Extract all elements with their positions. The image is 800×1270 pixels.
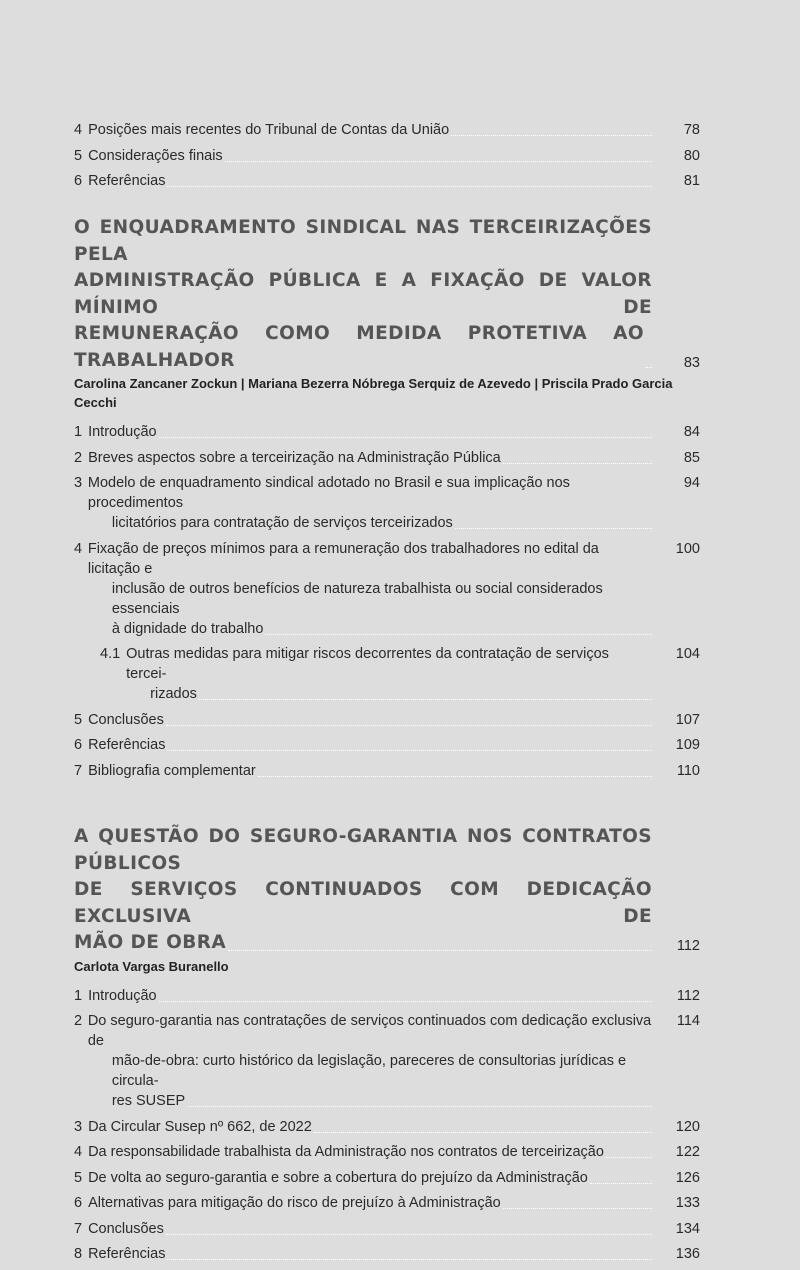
section-title-line	[88, 1051, 652, 1091]
page-number: 126	[675, 1169, 700, 1186]
section-title-line	[88, 1168, 652, 1188]
page-number: 100	[675, 540, 700, 557]
section-number: 7	[74, 762, 83, 779]
section-title	[88, 1168, 652, 1188]
section-title-text: Breves aspectos sobre a terceirização na Administração Pública	[88, 449, 501, 466]
section-title-line	[88, 710, 652, 730]
chapter-title	[74, 215, 652, 374]
dot-leader	[187, 1105, 652, 1107]
section-number: 6	[74, 1195, 83, 1211]
dot-leader	[166, 724, 652, 726]
chapter-heading	[74, 824, 700, 976]
section-number: 4	[74, 1144, 83, 1160]
section-title	[88, 539, 652, 639]
page-number: 134	[675, 1220, 700, 1237]
section-title-line	[88, 986, 652, 1006]
section-number: 7	[74, 1220, 83, 1237]
section-title-line	[88, 1142, 652, 1162]
page-number: 107	[675, 711, 700, 728]
toc-entry	[74, 986, 700, 1006]
dot-leader	[503, 1207, 652, 1209]
toc-entry	[74, 539, 700, 639]
section-title-line	[88, 735, 652, 755]
section-title-text: Introdução	[88, 424, 157, 440]
dot-leader	[265, 633, 652, 635]
section-title-line	[126, 644, 652, 684]
chapter-authors: Carolina Zancaner Zockun | Mariana Bezerra Nóbrega Serquiz de Azevedo | Priscila Prado Garcia Cecchi	[74, 376, 673, 410]
toc-entry	[74, 1117, 700, 1137]
section-title-text: Referências	[88, 173, 166, 189]
section-title-text: Alternativas para mitigação do risco de prejuízo à Administração	[88, 1195, 501, 1211]
section-title-line	[88, 539, 652, 579]
section-title-text: Referências	[88, 1246, 166, 1262]
section-number: 6	[74, 737, 83, 753]
section-number: 4	[74, 540, 83, 557]
chapter-title	[74, 824, 652, 957]
section-title-line	[88, 761, 652, 781]
dot-leader	[455, 527, 652, 529]
section-title-text: Referências	[88, 737, 166, 753]
page-number: 112	[676, 937, 700, 954]
page-number: 112	[676, 987, 700, 1004]
section-title-line	[88, 171, 652, 191]
section-title	[88, 986, 652, 1006]
toc-entry	[74, 146, 700, 166]
toc-entry	[74, 644, 700, 704]
toc-entry	[74, 1142, 700, 1162]
section-title-line	[88, 1193, 652, 1213]
page-number: 109	[675, 737, 700, 753]
dot-leader	[606, 1156, 652, 1158]
section-number: 1	[74, 987, 83, 1004]
section-number: 4	[74, 122, 83, 138]
section-title-text: Introdução	[88, 987, 157, 1004]
section-title-text: De volta ao seguro-garantia e sobre a cobertura do prejuízo da Administração	[88, 1169, 588, 1186]
section-number: 5	[74, 711, 83, 728]
toc-entry	[74, 1193, 700, 1213]
dot-leader	[167, 1258, 652, 1260]
toc-entry	[74, 1244, 700, 1264]
page-number: 81	[683, 173, 700, 189]
dot-leader	[167, 185, 652, 187]
section-number: 6	[74, 173, 83, 189]
page-number: 85	[683, 449, 700, 466]
dot-leader	[159, 436, 652, 438]
chapter-title-text: REMUNERAÇÃO COMO MEDIDA PROTETIVA AO TRABALHADOR	[74, 323, 644, 371]
chapter-title-row	[74, 215, 700, 374]
section-title	[88, 761, 652, 781]
section-title	[126, 644, 652, 704]
toc-entry	[74, 735, 700, 755]
section-title-text: mão-de-obra: curto histórico da legislação, pareceres de consultorias jurídicas e circula-	[111, 1053, 627, 1089]
section-title-line	[88, 579, 652, 619]
toc-entry	[74, 761, 700, 781]
section-title-text: Conclusões	[88, 711, 164, 728]
page-number: 84	[683, 424, 700, 440]
section-title-text: Considerações finais	[88, 147, 223, 164]
section-title-text: Do seguro-garantia nas contratações de serviços continuados com dedicação exclusiva de	[87, 1013, 652, 1049]
section-number: 2	[74, 449, 83, 466]
page-number: 122	[675, 1144, 700, 1160]
section-number: 8	[74, 1246, 83, 1262]
toc-entry	[74, 710, 700, 730]
section-title-text: Conclusões	[88, 1220, 164, 1237]
section-title	[88, 120, 652, 140]
section-title	[88, 422, 652, 442]
page-number: 120	[675, 1118, 700, 1135]
section-number: 5	[74, 1169, 83, 1186]
section-title-line	[88, 473, 652, 513]
dot-leader	[166, 1233, 652, 1235]
section-title-line	[88, 1011, 652, 1051]
section-title	[88, 1117, 652, 1137]
toc-entry	[74, 1219, 700, 1239]
page-number: 78	[683, 122, 700, 138]
toc-entry	[74, 171, 700, 191]
dot-leader	[451, 134, 652, 136]
section-title-text: licitatórios para contratação de serviços terceirizados	[111, 515, 453, 531]
section-title	[88, 1219, 652, 1239]
section-title-text: Fixação de preços mínimos para a remuneração dos trabalhadores no edital da licitação e	[87, 540, 599, 577]
section-title-text: Modelo de enquadramento sindical adotado no Brasil e sua implicação nos procedimentos	[87, 475, 570, 511]
section-title	[88, 710, 652, 730]
chapter-title-line	[74, 930, 652, 957]
section-title-text: Da Circular Susep nº 662, de 2022	[88, 1118, 312, 1135]
section-title	[88, 1193, 652, 1213]
dot-leader	[228, 949, 652, 951]
dot-leader	[159, 1000, 652, 1002]
section-number: 5	[74, 147, 83, 164]
section-title-line	[88, 1091, 652, 1111]
section-number: 2	[74, 1013, 83, 1029]
dot-leader	[258, 775, 652, 777]
section-title-text: rizados	[150, 686, 197, 702]
chapter-title-text: MÃO DE OBRA	[74, 932, 227, 953]
page-number: 136	[675, 1246, 700, 1262]
section-title	[88, 1011, 652, 1111]
section-title	[88, 735, 652, 755]
chapter-heading	[74, 215, 700, 412]
section-title-line	[88, 146, 652, 166]
dot-leader	[590, 1182, 652, 1184]
section-title-line	[88, 1244, 652, 1264]
toc-entry	[74, 422, 700, 442]
table-of-contents	[74, 120, 700, 1270]
section-title	[88, 1244, 652, 1264]
section-title-line	[126, 684, 652, 704]
section-title	[88, 473, 652, 533]
section-title-line	[88, 513, 652, 533]
section-title	[88, 171, 652, 191]
section-title-text: Outras medidas para mitigar riscos decorrentes da contratação de serviços tercei-	[126, 646, 609, 682]
chapter-title-line: O ENQUADRAMENTO SINDICAL NAS TERCEIRIZAÇÕES PELA	[74, 217, 652, 265]
chapter-title-line: DE SERVIÇOS CONTINUADOS COM DEDICAÇÃO EXCLUSIVA DE	[74, 879, 652, 927]
section-title-line	[88, 619, 652, 639]
chapter-authors: Carlota Vargas Buranello	[74, 958, 229, 974]
toc-entry	[74, 120, 700, 140]
section-title-line	[88, 1219, 652, 1239]
dot-leader	[314, 1131, 652, 1133]
section-title-text: Posições mais recentes do Tribunal de Contas da União	[88, 122, 450, 138]
chapter-title-row	[74, 824, 700, 957]
toc-entry	[74, 1168, 700, 1188]
chapter-title-line	[74, 321, 652, 374]
section-title-text: inclusão de outros benefícios de natureza trabalhista ou social considerados essenciais	[111, 580, 603, 617]
dot-leader	[199, 698, 652, 700]
section-title	[88, 1142, 652, 1162]
section-title-line	[88, 120, 652, 140]
dot-leader	[225, 160, 652, 162]
section-title-text: à dignidade do trabalho	[111, 620, 264, 637]
dot-leader	[503, 462, 652, 464]
page-number: 80	[683, 147, 700, 164]
section-number: 4.1	[100, 646, 121, 662]
page-number: 133	[675, 1195, 700, 1211]
section-title-line	[88, 422, 652, 442]
section-title-line	[88, 1117, 652, 1137]
section-number: 1	[74, 424, 83, 440]
section-title	[88, 146, 652, 166]
section-number: 3	[74, 475, 83, 491]
chapter-title-line: ADMINISTRAÇÃO PÚBLICA E A FIXAÇÃO DE VALOR MÍNIMO DE	[74, 270, 652, 318]
section-title-text: res SUSEP	[111, 1093, 186, 1109]
chapter-title-line: A QUESTÃO DO SEGURO-GARANTIA NOS CONTRATOS PÚBLICOS	[74, 826, 652, 874]
dot-leader	[167, 749, 652, 751]
toc-entry	[74, 1011, 700, 1111]
section-number: 3	[74, 1118, 83, 1135]
page-number: 94	[683, 475, 700, 491]
toc-entry	[74, 473, 700, 533]
section-title-line	[88, 448, 652, 468]
toc-entry	[74, 448, 700, 468]
section-title-text: Bibliografia complementar	[88, 762, 256, 779]
page-number: 83	[683, 355, 700, 371]
page-number: 104	[675, 646, 700, 662]
page-number: 110	[676, 762, 700, 779]
section-title-text: Da responsabilidade trabalhista da Administração nos contratos de terceirização	[88, 1144, 604, 1160]
page-number: 114	[676, 1013, 700, 1029]
section-title	[88, 448, 652, 468]
